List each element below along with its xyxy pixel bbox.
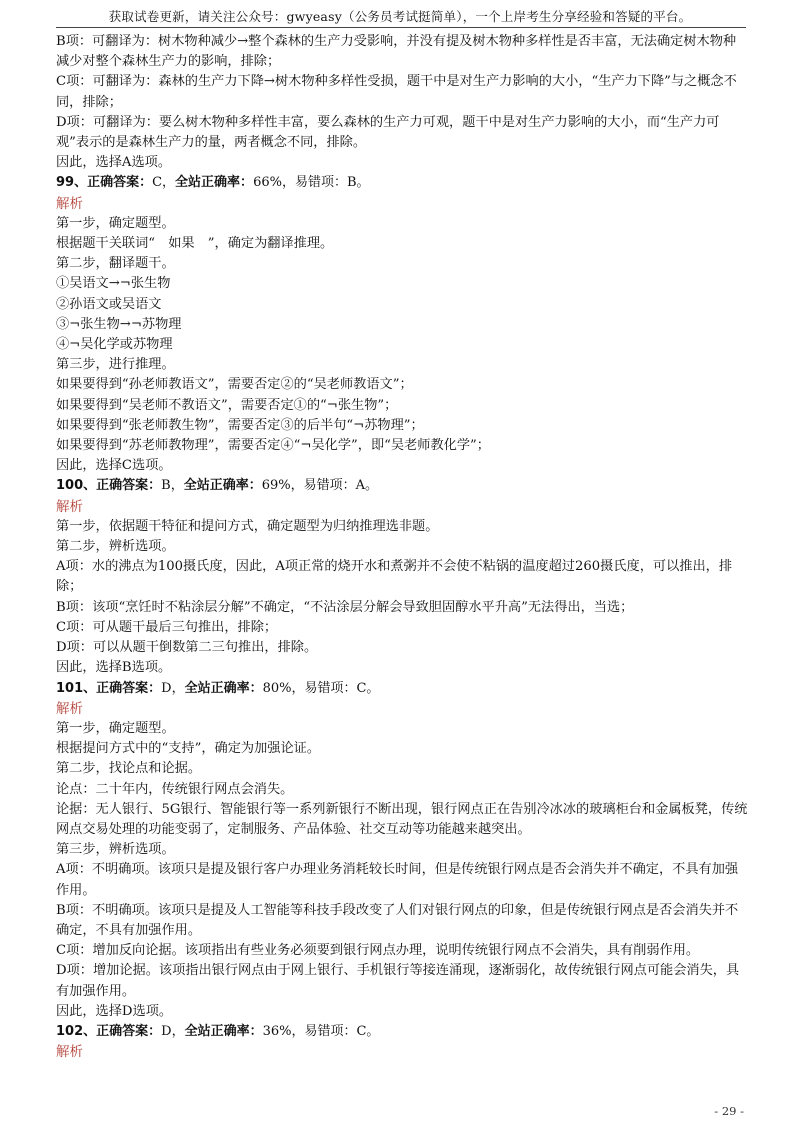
page-header: 获取试卷更新，请关注公众号：gwyeasy（公务员考试挺简单），一个上岸考生分享经验和答疑的平台。 — [108, 9, 692, 24]
paragraph: 第一步，确定题型。 — [56, 720, 175, 736]
analysis-heading: 解析 — [56, 700, 83, 717]
paragraph: C项：可从题干最后三句推出，排除； — [56, 619, 278, 635]
paragraph: B项：可翻译为：树木物种减少→整个森林的生产力受影响，并没有提及树木物种多样性是否丰富，无法确定树木物种减少对整个森林生产力的影响，排除； — [56, 34, 737, 70]
paragraph: B项：该项“烹饪时不粘涂层分解”不确定，“不沾涂层分解会导致胆固醇水平升高”无法得出，当选； — [56, 599, 634, 615]
paragraph: C项：可翻译为：森林的生产力下降→树木物种多样性受损，题干中是对生产力影响的大小，“生产力下降”与之概念不同，排除； — [56, 74, 737, 110]
answer-value: B， — [161, 478, 184, 494]
paragraph: 根据提问方式中的“支持”，确定为加强论证。 — [56, 741, 321, 757]
paragraph: 第三步，进行推理。 — [56, 357, 175, 373]
answer-value: D， — [161, 680, 185, 696]
paragraph: C项：增加反向论据。该项指出有些业务必须要到银行网点办理，说明传统银行网点不会消失，具有削弱作用。 — [56, 943, 700, 959]
paragraph: 第一步，依据题干特征和提问方式，确定题型为归纳推理选非题。 — [56, 518, 439, 534]
answer-label: 101、正确答案： — [56, 680, 162, 696]
page-number: - 29 - — [714, 1104, 744, 1118]
analysis-heading: 解析 — [56, 498, 83, 515]
answer-value: 80%，易错项：C。 — [262, 680, 380, 696]
paragraph: 论据：无人银行、5G银行、智能银行等一系列新银行不断出现，银行网点正在告别冷冰冰的玻璃柜台和金属板凳，传统网点交易处理的功能变弱了，定制服务、产品体验、社交互动等功能越来越突出。 — [56, 801, 748, 837]
paragraph: 论点：二十年内，传统银行网点会消失。 — [56, 781, 294, 797]
paragraph: ③¬张生物→¬苏物理 — [56, 316, 182, 332]
answer-label: 102、正确答案： — [56, 1023, 162, 1039]
paragraph: D项：增加论据。该项指出银行网点由于网上银行、手机银行等接连涌现，逐渐弱化，故传统银行网点可能会消失，具有加强作用。 — [56, 963, 740, 999]
paragraph: D项：可翻译为：要么树木物种多样性丰富，要么森林的生产力可观，题干中是对生产力影响的大小，而“生产力可观”表示的是森林生产力的量，两者概念不同，排除。 — [56, 114, 720, 151]
paragraph: 因此，选择B选项。 — [56, 660, 172, 676]
paragraph: 第三步，辨析选项。 — [56, 842, 175, 858]
analysis-heading: 解析 — [56, 1044, 83, 1061]
paragraph: 第一步，确定题型。 — [56, 215, 175, 231]
answer-value: C， — [152, 175, 176, 191]
document-body — [56, 32, 748, 1062]
answer-label: 100、正确答案： — [56, 478, 162, 494]
paragraph: 如果要得到“张老师教生物”，需要否定③的后半句“¬苏物理”； — [56, 417, 424, 433]
answer-label: 全站正确率： — [184, 1023, 263, 1039]
answer-line — [56, 679, 748, 699]
paragraph: ④¬吴化学或苏物理 — [56, 337, 173, 353]
paragraph: 第二步，翻译题干。 — [56, 256, 175, 272]
answer-line — [56, 476, 748, 496]
paragraph: ①吴语文→¬张生物 — [56, 276, 171, 292]
paragraph: A项：水的沸点为100摄氏度，因此，A项正常的烧开水和煮粥并不会使不粘锅的温度超过260摄氏度，可以推出，排除； — [56, 559, 733, 595]
answer-value: D， — [161, 1023, 185, 1039]
paragraph: 因此，选择D选项。 — [56, 1003, 173, 1019]
answer-label: 99、正确答案： — [56, 175, 153, 191]
paragraph: 第二步，辨析选项。 — [56, 539, 175, 555]
paragraph: 根据题干关联词“ 如果 ”，确定为翻译推理。 — [56, 236, 334, 252]
answer-line — [56, 173, 748, 193]
paragraph: 第二步，找论点和论据。 — [56, 761, 202, 777]
answer-value: 66%，易错项：B。 — [253, 175, 370, 191]
header-divider — [56, 27, 746, 28]
paragraph: A项：不明确项。该项只是提及银行客户办理业务消耗较长时间，但是传统银行网点是否会消失并不确定，不具有加强作用。 — [56, 862, 739, 898]
answer-label: 全站正确率： — [175, 175, 254, 191]
answer-label: 全站正确率： — [184, 680, 263, 696]
paragraph: D项：可以从题干倒数第二三句推出，排除。 — [56, 640, 318, 656]
paragraph: 如果要得到“吴老师不教语文”，需要否定①的“¬张生物”； — [56, 397, 398, 413]
paragraph: B项：不明确项。该项只是提及人工智能等科技手段改变了人们对银行网点的印象，但是传统银行网点是否会消失并不确定，不具有加强作用。 — [56, 902, 739, 938]
paragraph: 如果要得到“苏老师教物理”，需要否定④“¬吴化学”，即“吴老师教化学”； — [56, 438, 490, 454]
analysis-heading: 解析 — [56, 195, 83, 212]
paragraph: 因此，选择A选项。 — [56, 155, 172, 171]
answer-line — [56, 1022, 748, 1042]
paragraph: 因此，选择C选项。 — [56, 458, 172, 474]
answer-label: 全站正确率： — [183, 478, 262, 494]
answer-value: 36%，易错项：C。 — [262, 1023, 380, 1039]
paragraph: ②孙语文或吴语文 — [56, 296, 162, 312]
paragraph: 如果要得到“孙老师教语文”，需要否定②的“吴老师教语文”； — [56, 377, 413, 393]
answer-value: 69%，易错项：A。 — [261, 478, 379, 494]
